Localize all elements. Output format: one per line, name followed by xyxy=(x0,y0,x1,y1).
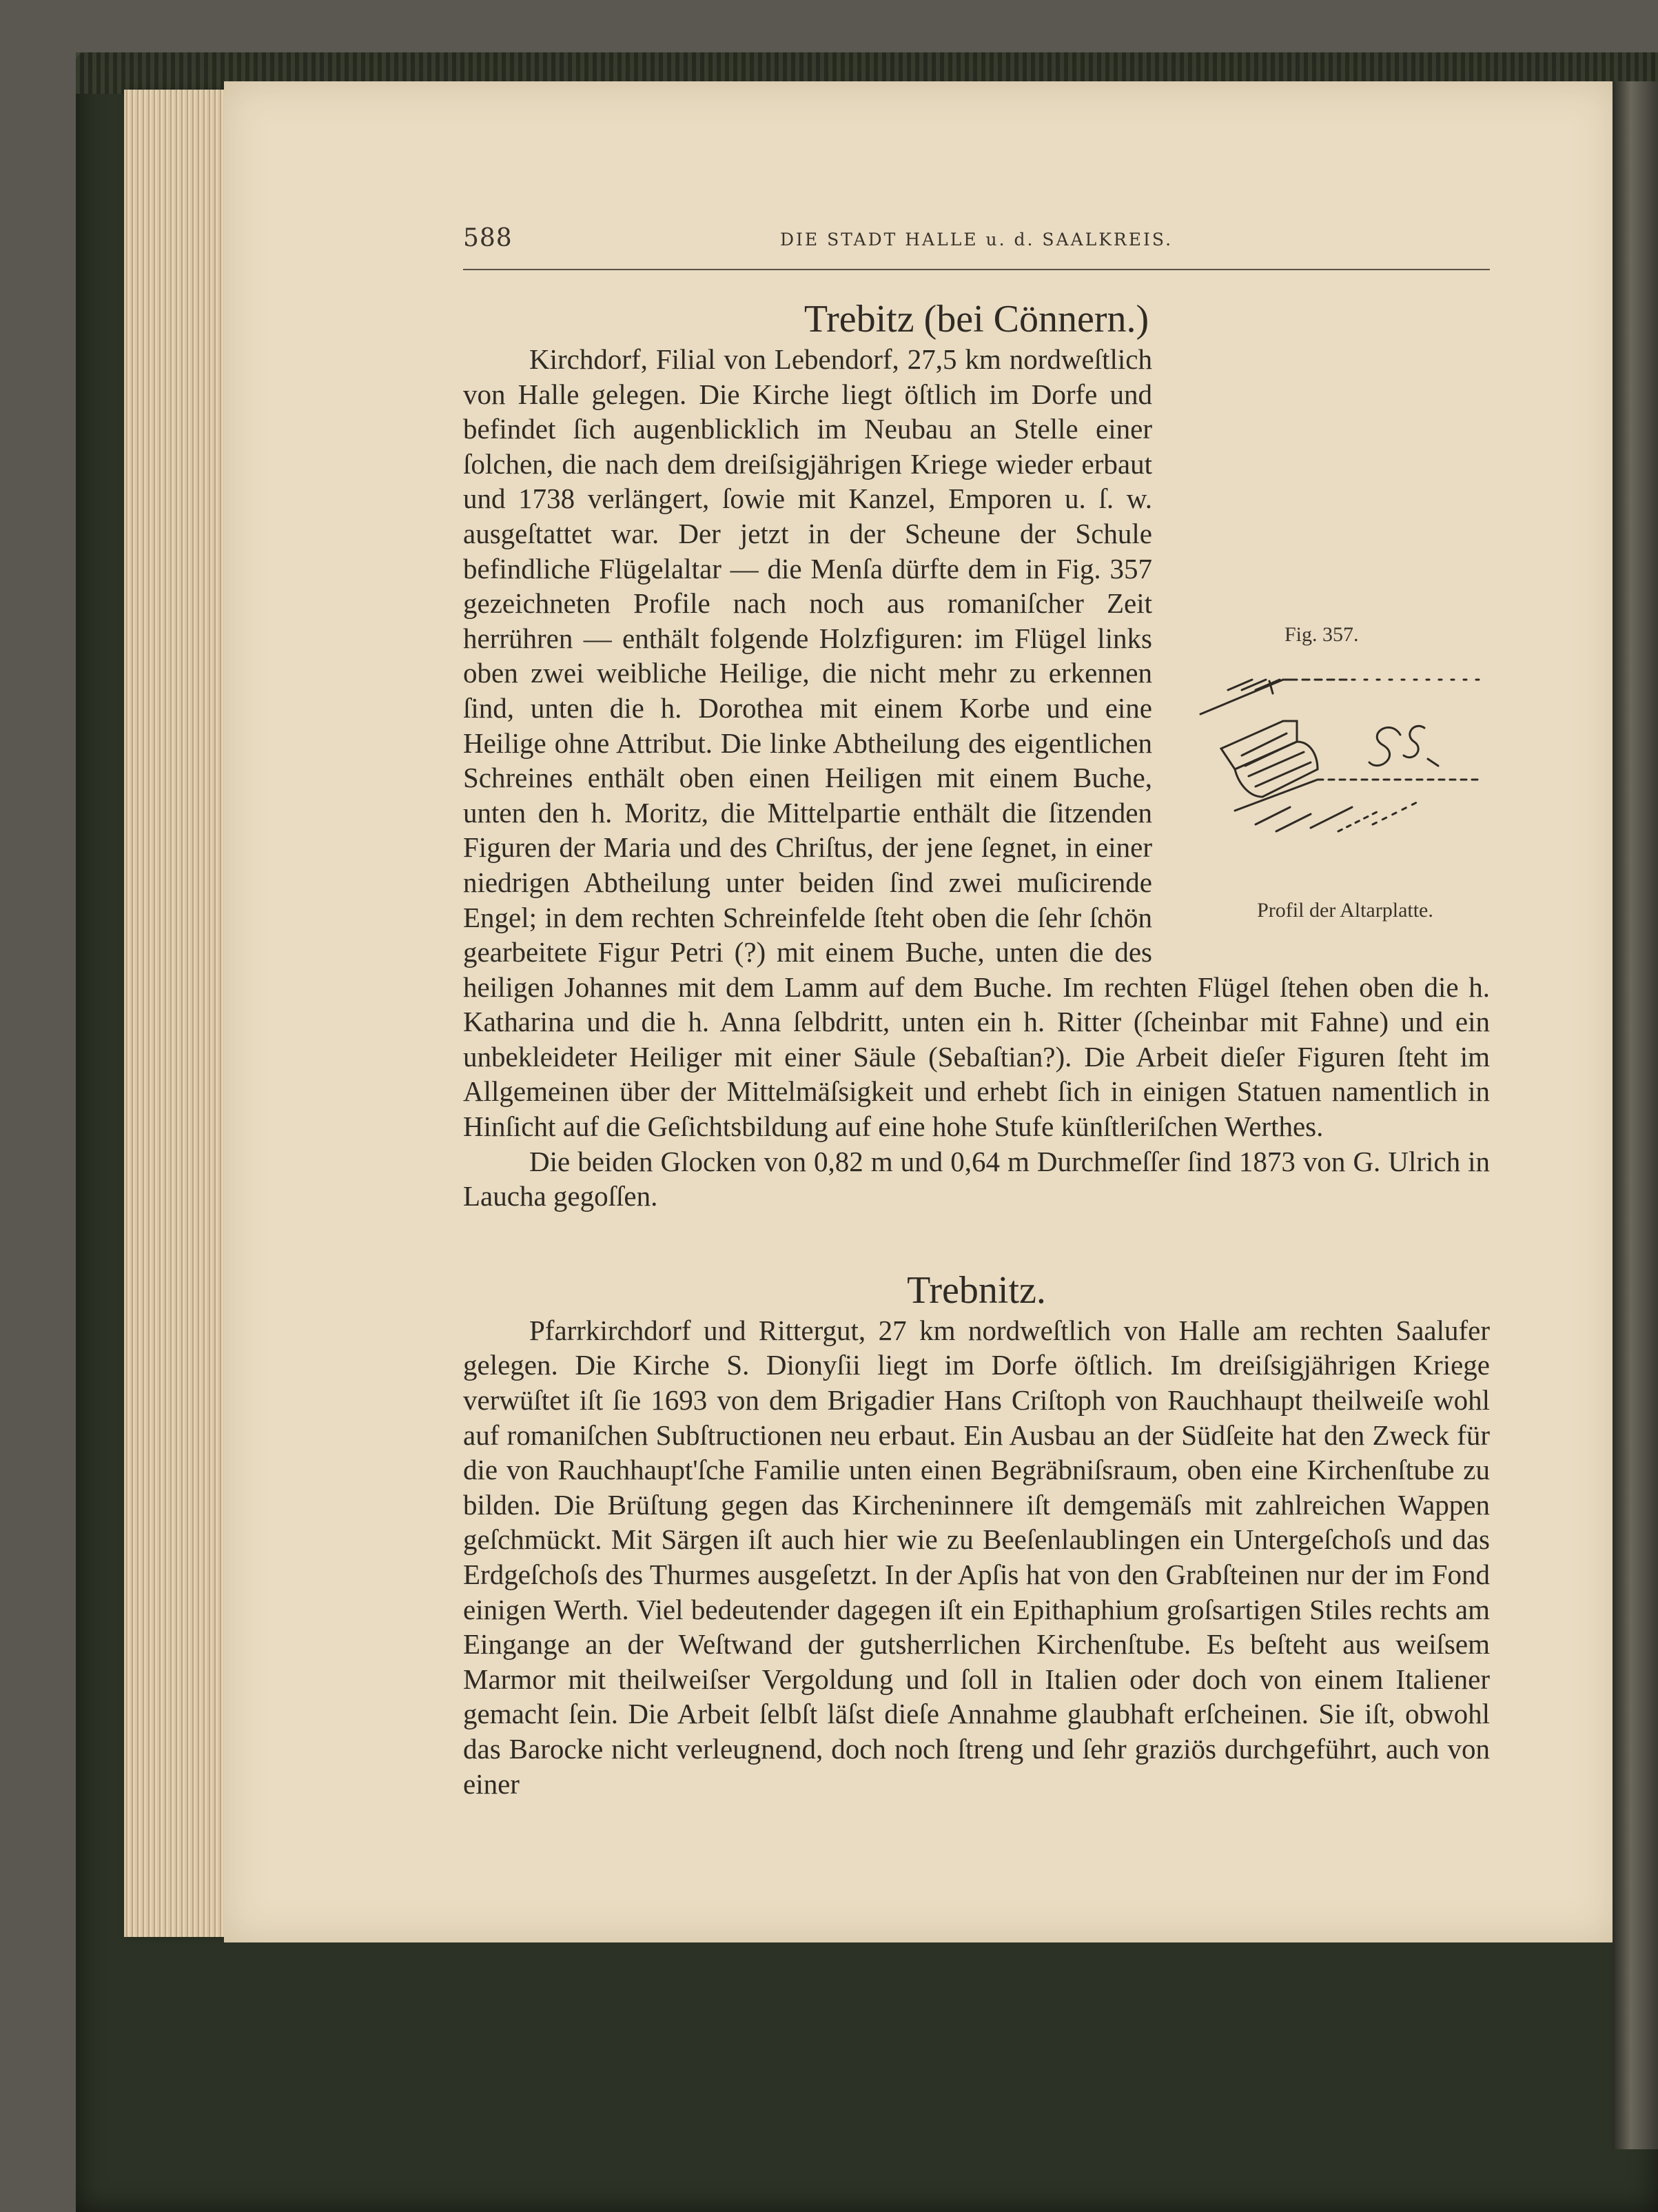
figure-357 xyxy=(1194,342,1490,969)
figure-label: Fig. 357. xyxy=(1285,623,1359,646)
page-edges xyxy=(124,90,227,1937)
book-gutter xyxy=(1613,81,1658,2149)
paragraph-trebnitz-1: Pfarrkirchdorf und Rittergut, 27 km nordweſtlich von Halle am rechten Saalufer gelegen. Die Kirche S. Dionyſii liegt im Dorfe öſtlich. Im dreiſsigjährigen Kriege verwüſtet iſt ſie 1693 von dem Brigadier Hans Criſtoph von Rauchhaupt theilweiſe wohl auf romaniſchen Subſtructionen neu erbaut. Ein Ausbau an der Südſeite hat den Zweck für die von Rauchhaupt'ſche Familie unten einen Begräbniſsraum, oben eine Kirchenſtube zu bilden. Die Brüſtung gegen das Kircheninnere iſt demgemäſs mit zahlreichen Wappen geſchmückt. Mit Särgen iſt auch hier wie zu Beeſenlaublingen ein Untergeſchoſs und das Erdgeſchoſs des Thurmes ausgeſetzt. In der Apſis hat von den Grabſteinen nur der im Fond einigen Werth. Viel bedeutender dagegen iſt ein Epithaphium groſsartigen Stiles rechts am Eingange an der Weſtwand der gutsherrlichen Kirchenſtube. Es beſteht aus weiſsem Marmor mit theilweiſser Vergoldung und ſoll in Italien oder doch von einem Italiener gemacht ſein. Die Arbeit ſelbſt läſst dieſe Annahme glaubhaft erſcheinen. Sie iſt, obwohl das Barocke nicht verleugnend, doch noch ſtreng und ſehr graziös durchgeführt, auch von einer xyxy=(463,1314,1490,1800)
text-area xyxy=(463,296,1490,1801)
page-number: 588 xyxy=(463,224,513,252)
section-title-trebnitz: Trebnitz. xyxy=(907,1268,1046,1312)
running-title: DIE STADT HALLE u. d. SAALKREIS. xyxy=(779,230,1174,250)
altar-profile-drawing xyxy=(1194,652,1490,859)
figure-caption: Profil der Altarplatte. xyxy=(1257,899,1433,922)
running-head xyxy=(463,224,1490,265)
paragraph-trebitz-1: Kirchdorf, Filial von Lebendorf, 27,5 km nordweſtlich von Halle gelegen. Die Kirche liegt öſtlich im Dorfe und befindet ſich augenblicklich im Neubau an Stelle einer ſolchen, die nach dem dreiſsigjährigen Kriege wieder erbaut und 1738 verlängert, ſowie mit Kanzel, Emporen u. ſ. w. ausgeſtattet war. Der jetzt in der Scheune der Schule befindliche Flügelaltar — die Menſa dürfte dem in Fig. 357 gezeichneten Profile nach noch aus romaniſcher Zeit herrühren — enthält folgende Holzfiguren: im Flügel links oben zwei weibliche Heilige, die nicht mehr zu erkennen ſind, unten die h. Dorothea mit einem Korbe und eine Heilige ohne Attribut. Die linke Abtheilung des eigentlichen Schreines enthält oben einen Heiligen mit einem Buche, unten den h. Moritz, die Mittelpartie enthält die ſitzenden Figuren der Maria und des Chriſtus, der jene ſegnet, in einer niedrigen Abtheilung unter beiden ſind zwei muſicirende Engel; in dem rechten Schreinfelde ſteht oben die ſehr ſchön gearbeitete Figur Petri (?) mit einem Buche, unten die des heiligen Johannes mit dem Lamm auf dem Buche. Im rechten Flügel ſtehen oben die h. Katharina und die h. Anna ſelbdritt, unten ein h. Ritter (ſcheinbar mit Fahne) und ein unbekleideter Heiliger mit einer Säule (Sebaſtian?). Die Arbeit dieſer Figuren ſteht im Allgemeinen über der Mittelmäſsigkeit und erhebt ſich in einigen Statuen namentlich in Hinſicht auf die Geſichtsbildung auf eine hohe Stufe künſtleriſchen Werthes. xyxy=(463,343,1490,1143)
section-title-trebitz: Trebitz (bei Cönnern.) xyxy=(804,298,1149,341)
paragraph-trebitz-2: Die beiden Glocken von 0,82 m und 0,64 m Durchmeſſer ſind 1873 von G. Ulrich in Laucha gegoſſen. xyxy=(463,1145,1490,1212)
header-rule xyxy=(463,269,1490,270)
